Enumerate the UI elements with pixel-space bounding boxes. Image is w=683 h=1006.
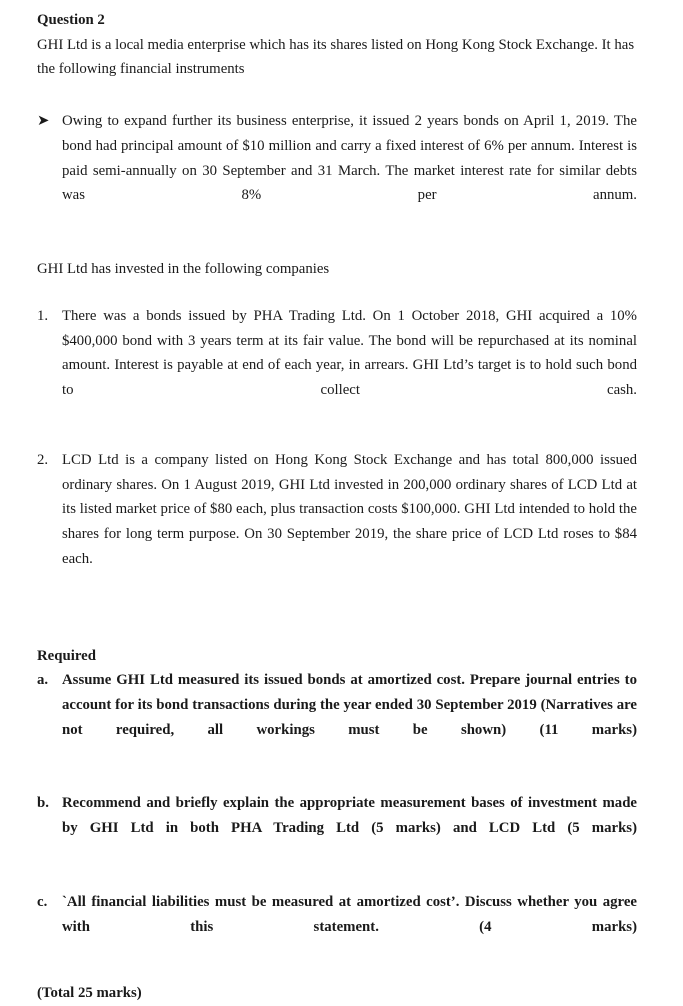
total-marks: (Total 25 marks) <box>37 985 142 1002</box>
invested-intro-paragraph: GHI Ltd has invested in the following companies <box>37 261 330 278</box>
list-item-marker: 2. <box>37 451 49 468</box>
bullet-item-text: Owing to expand further its business enterprise, it issued 2 years bonds on April 1, 2019. The bond had principal amount of $10 million and carry a fixed interest of 6% per annum. Interest is paid semi-annually on 30 September and 31 March. The market interest rate for similar debts was 8% per annum. <box>62 113 637 204</box>
arrow-bullet-icon: ➤ <box>37 112 50 130</box>
required-item-b <box>37 791 637 865</box>
spacer <box>37 428 637 448</box>
spacer <box>37 597 637 644</box>
bullet-item <box>37 109 637 233</box>
spacer <box>37 82 637 109</box>
list-item <box>37 448 637 597</box>
required-item-c <box>37 890 637 964</box>
list-item-text: LCD Ltd is a company listed on Hong Kong Stock Exchange and has total 800,000 issued ordinary shares. On 1 August 2019, GHI Ltd invested in 200,000 ordinary shares of LCD Ltd at its listed market price of $80 each, plus transaction costs $100,000. GHI Ltd intended to hold the shares for long term purpose. On 30 September 2019, the share price of LCD Ltd roses to $84 each. <box>62 451 637 568</box>
required-item-text: Assume GHI Ltd measured its issued bonds at amortized cost. Prepare journal entries to account for its bond transactions during the year ended 30 September 2019 (Narratives are not required, all workings must be shown) (11 marks) <box>62 672 637 738</box>
page-title: Question 2 <box>37 12 105 28</box>
required-item-marker: c. <box>37 893 48 910</box>
list-item-marker: 1. <box>37 307 49 324</box>
spacer <box>37 233 637 257</box>
required-item-text: Recommend and briefly explain the appropriate measurement bases of investment made by GHI Ltd in both PHA Trading Ltd (5 marks) and LCD Ltd (5 marks) <box>62 795 637 837</box>
required-item-marker: b. <box>37 795 49 812</box>
list-item-text: There was a bonds issued by PHA Trading Ltd. On 1 October 2018, GHI acquired a 10% $400,000 bond with 3 years term at its fair value. The bond will be repurchased at its nominal amount. Interest is payable at end of each year, in arrears. GHI Ltd’s target is to hold such bond to collect cash. <box>62 307 637 399</box>
spacer <box>37 767 637 791</box>
intro-paragraph: GHI Ltd is a local media enterprise which has its shares listed on Hong Kong Stock Exchange. It has the following financial instruments <box>37 36 635 78</box>
required-item-marker: a. <box>37 672 49 689</box>
spacer <box>37 282 637 304</box>
required-item-text: `All financial liabilities must be measured at amortized cost’. Discuss whether you agree with this statement. (4 marks) <box>62 893 637 935</box>
required-item-a <box>37 668 637 767</box>
list-item <box>37 304 637 428</box>
spacer <box>37 866 637 890</box>
required-heading: Required <box>37 647 96 664</box>
spacer <box>37 964 637 981</box>
